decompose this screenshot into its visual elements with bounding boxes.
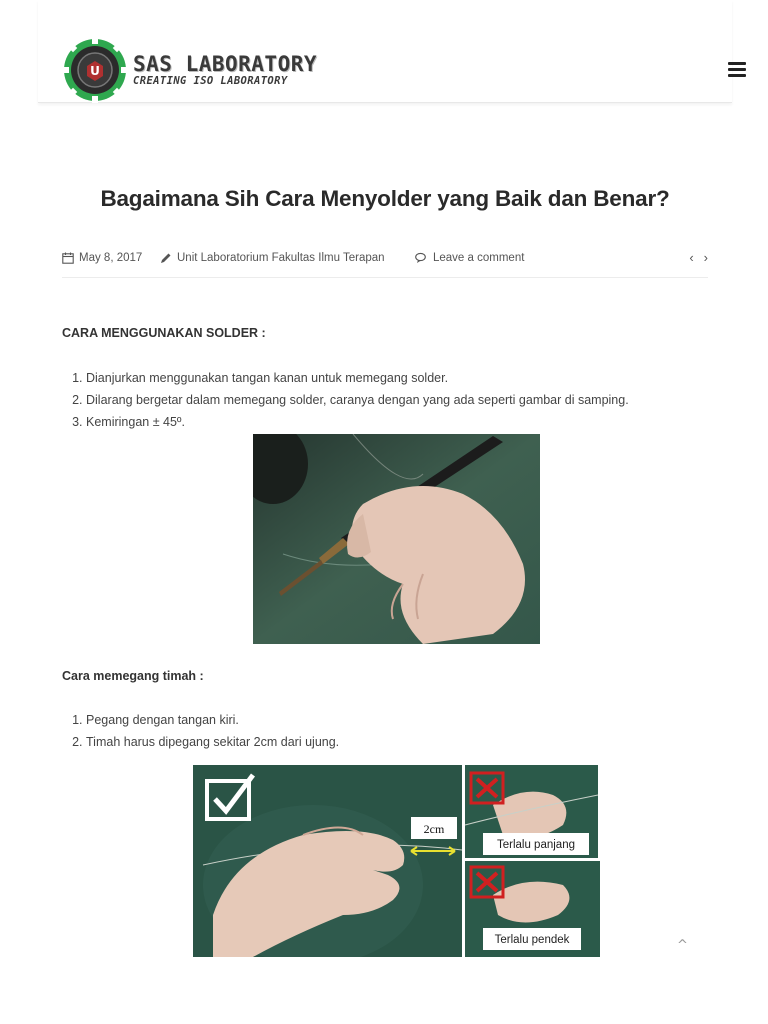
- logo-title: SAS LABORATORY: [133, 52, 318, 76]
- section2-list: [86, 709, 339, 753]
- section1-list: [86, 367, 629, 433]
- logo-subtitle: CREATING ISO LABORATORY: [133, 75, 288, 87]
- measure-label: 2cm: [423, 822, 445, 836]
- post-comment-text: Leave a comment: [433, 252, 525, 264]
- pencil-icon: [160, 252, 172, 264]
- post-comment-link[interactable]: [415, 252, 524, 264]
- list-item: 3. Kemiringan ± 45º.: [86, 411, 629, 433]
- prev-post-icon[interactable]: ‹: [689, 250, 694, 265]
- soldering-photo: [253, 434, 540, 644]
- section2-heading: Cara memegang timah :: [62, 669, 204, 683]
- post-author-text: Unit Laboratorium Fakultas Ilmu Terapan: [177, 252, 385, 264]
- logo-letter: U: [90, 64, 100, 78]
- too-long-label: Terlalu panjang: [496, 839, 576, 851]
- list-item: 2. Timah harus dipegang sekitar 2cm dari ujung.: [86, 731, 339, 753]
- post-author[interactable]: [160, 252, 385, 264]
- post-title: Bagaimana Sih Cara Menyolder yang Baik dan Benar?: [100, 186, 670, 211]
- list-item: 1. Dianjurkan menggunakan tangan kanan untuk memegang solder.: [86, 367, 629, 389]
- post-date[interactable]: [62, 252, 142, 264]
- section1-heading: CARA MENGGUNAKAN SOLDER :: [62, 326, 266, 340]
- logo-gear-icon: [61, 36, 129, 104]
- too-short-label: Terlalu pendek: [494, 934, 570, 946]
- list-item: 1. Pegang dengan tangan kiri.: [86, 709, 339, 731]
- next-post-icon[interactable]: ›: [703, 250, 708, 265]
- solder-wire-photo: [193, 765, 600, 957]
- list-item: 2. Dilarang bergetar dalam memegang solder, caranya dengan yang ada seperti gambar di samping.: [86, 389, 629, 411]
- calendar-icon: [62, 252, 74, 264]
- post-meta: [62, 250, 708, 278]
- site-logo[interactable]: [61, 36, 341, 104]
- comments-icon: [415, 252, 428, 264]
- site-header: [38, 0, 732, 103]
- hamburger-menu-icon[interactable]: [728, 62, 746, 78]
- post-date-text: May 8, 2017: [79, 252, 143, 264]
- scroll-to-top-icon[interactable]: ^: [677, 938, 688, 953]
